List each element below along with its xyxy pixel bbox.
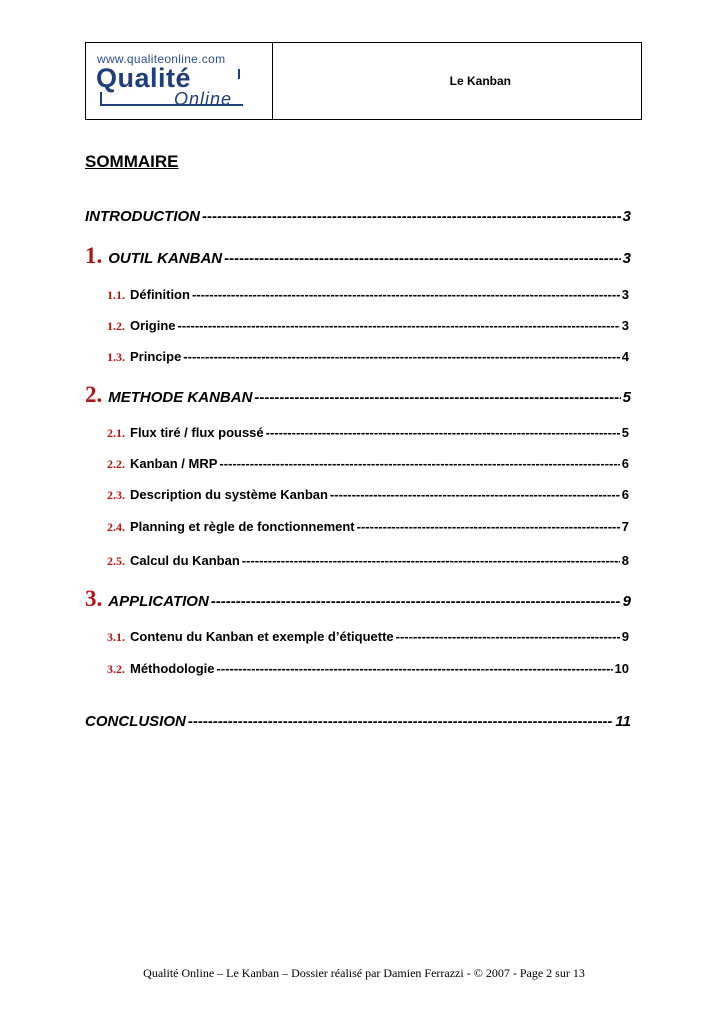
- toc-entry-planning[interactable]: [107, 519, 629, 535]
- toc-number: 1.: [85, 243, 103, 268]
- toc-page: 6: [621, 487, 629, 502]
- qualite-online-logo: [86, 43, 273, 119]
- toc-page: 9: [621, 629, 629, 644]
- toc-entry-kanban-mrp[interactable]: [107, 456, 629, 472]
- toc-entry-methode-kanban[interactable]: [85, 382, 631, 408]
- toc-number: 3.1.: [107, 630, 125, 644]
- toc-number: 1.3.: [107, 350, 125, 364]
- toc-number: 1.2.: [107, 319, 125, 333]
- toc-label: OUTIL KANBAN: [108, 250, 223, 267]
- toc-page: 3: [621, 318, 629, 333]
- toc-label: Origine: [130, 318, 176, 333]
- toc-label: Définition: [130, 287, 190, 302]
- toc-leader: [396, 629, 620, 644]
- toc-leader: [188, 713, 614, 730]
- sommaire-heading: SOMMAIRE: [85, 152, 179, 171]
- logo-brand: Qualité: [96, 63, 192, 93]
- toc-number: 2.2.: [107, 457, 125, 471]
- toc-number: 2.1.: [107, 426, 125, 440]
- toc-page: 8: [621, 553, 629, 568]
- toc-leader: [254, 389, 620, 406]
- toc-leader: [183, 349, 619, 364]
- toc-leader: [217, 661, 613, 676]
- document-title: [273, 43, 641, 119]
- toc-label: Flux tiré / flux poussé: [130, 425, 264, 440]
- toc-label: Kanban / MRP: [130, 456, 218, 471]
- toc-number: 1.1.: [107, 288, 125, 302]
- toc-label: CONCLUSION: [85, 713, 186, 730]
- toc-leader: [211, 593, 621, 610]
- toc-label: Principe: [130, 349, 182, 364]
- toc-entry-definition[interactable]: [107, 287, 629, 303]
- toc-number: 3.2.: [107, 662, 125, 676]
- page-header: [85, 42, 642, 120]
- toc-number: 3.: [85, 586, 103, 611]
- toc-page: 3: [621, 287, 629, 302]
- logo-sub: Online: [174, 89, 233, 109]
- toc-leader: [330, 487, 620, 502]
- toc-leader: [192, 287, 620, 302]
- toc-entry-methodologie[interactable]: [107, 661, 629, 677]
- toc-label: Calcul du Kanban: [130, 553, 240, 568]
- page-footer: Qualité Online – Le Kanban – Dossier réalisé par Damien Ferrazzi - © 2007 - Page 2 sur 13: [143, 966, 585, 980]
- toc-number: 2.3.: [107, 488, 125, 502]
- toc-page: 6: [621, 456, 629, 471]
- toc-leader: [178, 318, 620, 333]
- toc-entry-conclusion[interactable]: [85, 713, 631, 730]
- toc-page: 7: [621, 519, 629, 534]
- toc-page: 10: [614, 661, 629, 676]
- toc-page: 5: [622, 389, 631, 406]
- toc-label: Contenu du Kanban et exemple d’étiquette: [130, 629, 394, 644]
- logo-url: www.qualiteonline.com: [97, 52, 226, 66]
- toc-number: 2.5.: [107, 554, 125, 568]
- toc-entry-origine[interactable]: [107, 318, 629, 334]
- toc-leader: [219, 456, 619, 471]
- toc-entry-introduction[interactable]: [85, 208, 631, 225]
- toc-page: 4: [621, 349, 629, 364]
- toc-leader: [242, 553, 620, 568]
- toc-label: Description du système Kanban: [130, 487, 328, 502]
- toc-entry-application[interactable]: [85, 586, 631, 612]
- toc-leader: [224, 250, 621, 267]
- toc-number: 2.: [85, 382, 103, 407]
- document-title-text: Le Kanban: [449, 74, 511, 88]
- toc-label: Méthodologie: [130, 661, 215, 676]
- toc-page: 3: [622, 208, 631, 225]
- logo-bracket-tick: [238, 69, 240, 79]
- toc-number: 2.4.: [107, 520, 125, 534]
- toc-entry-principe[interactable]: [107, 349, 629, 365]
- toc-page: 5: [621, 425, 629, 440]
- toc-label: INTRODUCTION: [85, 208, 200, 225]
- toc-leader: [202, 208, 621, 225]
- toc-entry-flux[interactable]: [107, 425, 629, 441]
- toc-entry-calcul[interactable]: [107, 553, 629, 569]
- toc-label: Planning et règle de fonctionnement: [130, 519, 355, 534]
- toc-entry-description[interactable]: [107, 487, 629, 503]
- toc-entry-outil-kanban[interactable]: [85, 243, 631, 269]
- toc-label: APPLICATION: [108, 593, 209, 610]
- toc-label: METHODE KANBAN: [108, 389, 253, 406]
- toc-page: 3: [622, 250, 631, 267]
- toc-page: 11: [615, 713, 631, 730]
- toc-page: 9: [622, 593, 631, 610]
- toc-leader: [266, 425, 620, 440]
- toc-leader: [357, 519, 620, 534]
- toc-entry-contenu[interactable]: [107, 629, 629, 645]
